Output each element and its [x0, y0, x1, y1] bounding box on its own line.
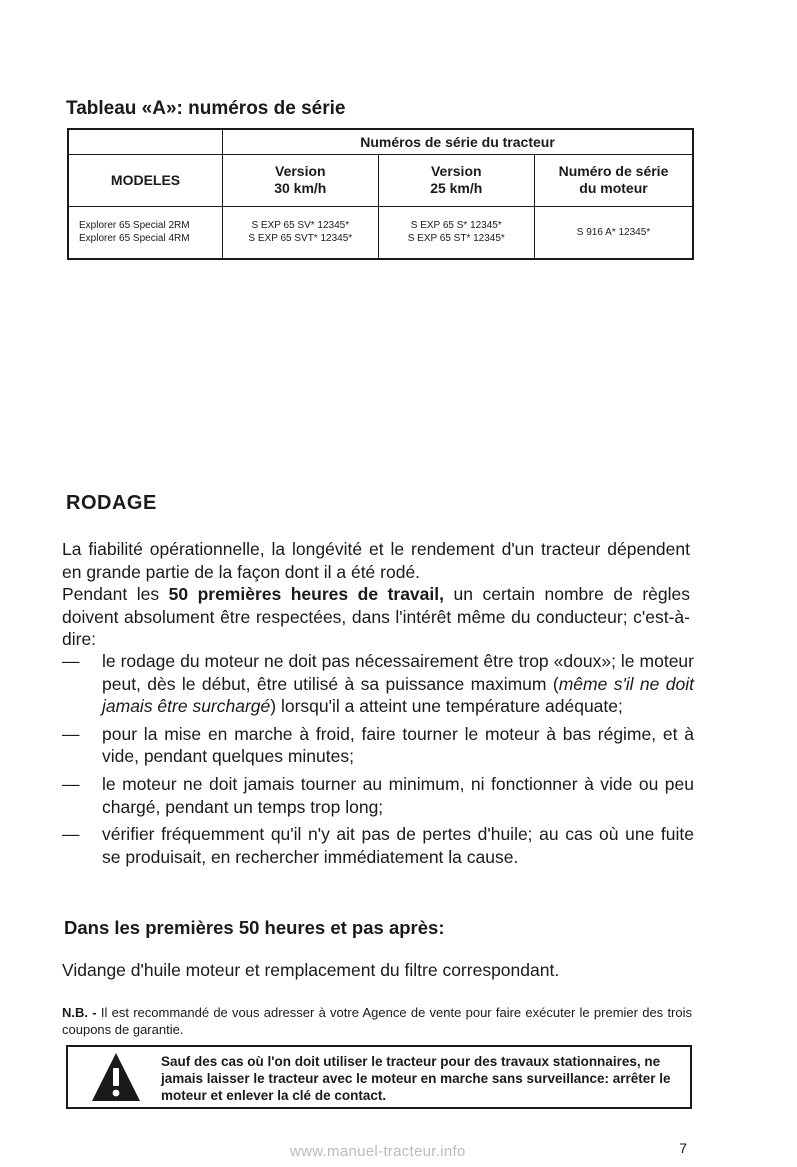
column-header-models: MODELES [68, 154, 223, 206]
rodage-title: RODAGE [66, 492, 157, 514]
column-header-version-25-line2: 25 km/h [430, 180, 483, 196]
rodage-intro [62, 538, 690, 651]
first-hours-title: Dans les premières 50 heures et pas après: [64, 917, 445, 938]
serial-v30-2rm: S EXP 65 SV* 12345* [251, 220, 350, 231]
nb-note [62, 1004, 692, 1038]
intro-2-start: Pendant les [62, 584, 169, 605]
table-header-empty-cell [68, 129, 223, 154]
page-number: 7 [679, 1140, 687, 1156]
serial-v25-2rm: S EXP 65 S* 12345* [410, 220, 502, 231]
rodage-intro-paragraph-2 [62, 583, 690, 651]
column-header-engine-serial-line1: Numéro de série [558, 163, 669, 179]
dash-bullet: — [62, 773, 80, 794]
list-item [62, 773, 694, 818]
table-row [68, 206, 693, 259]
serial-numbers-table [67, 128, 694, 260]
dash-bullet: — [62, 723, 80, 744]
table-header-columns-row [68, 154, 693, 206]
serial-v30-4rm: S EXP 65 SVT* 12345* [248, 233, 353, 244]
nb-label: N.B. - [62, 1005, 97, 1020]
rule-3-text: le moteur ne doit jamais tourner au minimum, ni fonctionner à vide ou peu chargé, pendant un temps trop long; [102, 773, 694, 817]
column-header-engine-serial [535, 154, 694, 206]
warning-text: Sauf des cas où l'on doit utiliser le tracteur pour des travaux stationnaires, ne jamais laisser le tracteur avec le moteur en marche sans surveillance: arrêter le moteur et enlever la clé de contact. [161, 1054, 671, 1103]
column-header-version-30 [223, 154, 378, 206]
cell-version-30 [223, 206, 378, 259]
first-hours-text: Vidange d'huile moteur et remplacement du filtre correspondant. [62, 960, 560, 980]
intro-2-bold: 50 premières heures de travail, [168, 584, 444, 605]
intro-2-end: un certain nombre de règles doivent absolument être respectées, dans l'intérêt même du conducteur; c'est-à-dire: [62, 584, 690, 650]
nb-text: Il est recommandé de vous adresser à votre Agence de vente pour faire exécuter le premier des trois coupons de garantie. [62, 1005, 692, 1037]
rule-1-italic: même s'il ne doit jamais être surchargé [102, 673, 694, 717]
column-header-version-25 [378, 154, 534, 206]
list-item [62, 650, 694, 718]
rodage-rules-list [62, 650, 694, 873]
table-title: Tableau «A»: numéros de série [66, 98, 346, 119]
warning-box [66, 1045, 692, 1109]
table-header-group-row [68, 129, 693, 154]
list-item [62, 823, 694, 868]
warning-triangle-icon [90, 1051, 142, 1103]
watermark: www.manuel-tracteur.info [290, 1143, 466, 1160]
column-header-version-30-line1: Version [275, 163, 326, 179]
column-header-version-30-line2: 30 km/h [274, 180, 327, 196]
rodage-intro-paragraph-1: La fiabilité opérationnelle, la longévité et le rendement d'un tracteur dépendent en grande partie de la façon dont il a été rodé. [62, 539, 690, 582]
rule-1-part-c: ) lorsqu'il a atteint une température adéquate; [270, 696, 623, 717]
model-2rm: Explorer 65 Special 2RM [79, 220, 190, 231]
column-header-version-25-line1: Version [430, 163, 482, 179]
rule-2-text: pour la mise en marche à froid, faire tourner le moteur à bas régime, et à vide, pendant quelques minutes; [102, 723, 694, 767]
dash-bullet: — [62, 824, 80, 845]
cell-models [68, 206, 223, 259]
rule-1-part-a: le rodage du moteur ne doit pas nécessairement être trop «doux»; le moteur peut, dès le début, être utilisé à sa puissance maximum ( [102, 651, 694, 694]
list-item [62, 723, 694, 768]
dash-bullet: — [62, 651, 80, 671]
column-header-engine-serial-line2: du moteur [579, 180, 648, 196]
cell-version-25 [378, 206, 534, 259]
cell-engine-serial: S 916 A* 12345* [535, 206, 694, 259]
rule-4-text: vérifier fréquemment qu'il n'y ait pas de pertes d'huile; au cas où une fuite se produisait, en rechercher immédiatement la cause. [102, 824, 694, 867]
group-header-tractor-serials: Numéros de série du tracteur [223, 129, 693, 154]
model-4rm: Explorer 65 Special 4RM [79, 233, 190, 244]
serial-v25-4rm: S EXP 65 ST* 12345* [407, 233, 505, 244]
